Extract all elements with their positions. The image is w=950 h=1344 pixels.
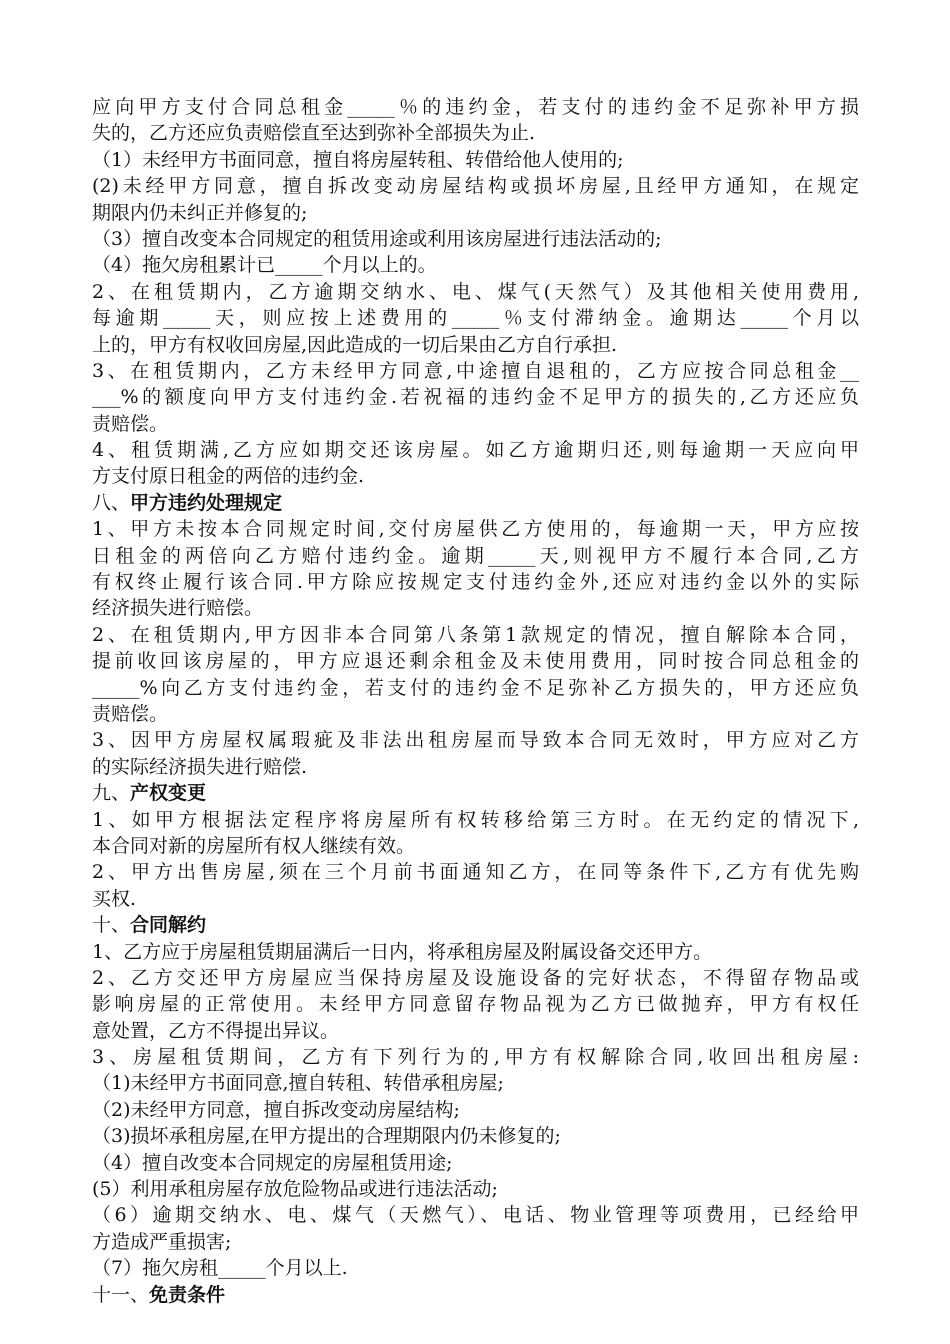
text-line: 2、在租赁期内，乙方逾期交纳水、电、煤气(天然气）及其他相关使用费用,	[92, 280, 859, 303]
document-page	[92, 94, 859, 1308]
text-line: （6）逾期交纳水、电、煤气（天燃气）、电话、物业管理等项费用，已经给甲	[92, 1204, 859, 1227]
text-line: 2、在租赁期内,甲方因非本合同第八条第1款规定的情况，擅自解除本合同，	[92, 623, 859, 646]
text-line: 方造成严重损害;	[92, 1230, 232, 1253]
text-line: (2)未经甲方同意，擅自拆改变动房屋结构或损坏房屋,且经甲方通知，在规定	[92, 175, 859, 198]
section-title: 合同解约	[130, 914, 207, 937]
text-line: ___%的额度向甲方支付违约金.若祝福的违约金不足甲方的损失的,乙方还应负	[92, 386, 859, 409]
section-number: 十一、	[92, 1283, 150, 1306]
section-number: 九、	[92, 782, 131, 805]
section-heading	[92, 780, 859, 806]
text-line: （1）未经甲方书面同意，擅自将房屋转租、转借给他人使用的;	[92, 148, 624, 171]
text-line: 日租金的两倍向乙方赔付违约金。逾期_____天,则视甲方不履行本合同,乙方	[92, 544, 859, 567]
text-line: 责赔偿。	[92, 412, 169, 435]
section-title: 甲方违约处理规定	[130, 491, 283, 514]
text-line: 上的，甲方有权收回房屋,因此造成的一切后果由乙方自行承担.	[92, 333, 618, 356]
text-line: （3)损坏承租房屋,在甲方提出的合理期限内仍未修复的;	[92, 1125, 561, 1148]
section-heading	[92, 912, 859, 938]
text-line: 1、如甲方根据法定程序将房屋所有权转移给第三方时。在无约定的情况下,	[92, 808, 859, 831]
text-line: 影响房屋的正常使用。未经甲方同意留存物品视为乙方已做抛弃，甲方有权任	[92, 993, 859, 1016]
text-line: 3、在租赁期内，乙方未经甲方同意,中途擅自退租的，乙方应按合同总租金__	[92, 359, 859, 382]
text-line: (5）利用承租房屋存放危险物品或进行违法活动;	[92, 1178, 498, 1201]
section-number: 十、	[92, 914, 131, 937]
text-line: 3、房屋租赁期间，乙方有下列行为的,甲方有权解除合同,收回出租房屋:	[92, 1046, 859, 1069]
section-title: 免责条件	[149, 1283, 226, 1306]
text-line: 失的，乙方还应负责赔偿直至达到弥补全部损失为止.	[92, 122, 536, 145]
text-line: 经济损失进行赔偿。	[92, 597, 264, 620]
text-line: 2、甲方出售房屋,须在三个月前书面通知乙方，在同等条件下,乙方有优先购	[92, 861, 859, 884]
text-line: 意处置，乙方不得提出异议。	[92, 1019, 340, 1042]
text-line: 每逾期_____天，则应按上述费用的_____％支付滞纳金。逾期达_____个月以	[92, 307, 859, 330]
text-line: 本合同对新的房屋所有权人继续有效。	[92, 834, 416, 857]
text-line: 应向甲方支付合同总租金_____％的违约金，若支付的违约金不足弥补甲方损	[92, 96, 859, 118]
section-number: 八、	[92, 491, 131, 514]
text-line: 责赔偿。	[92, 702, 169, 725]
text-line: _____%向乙方支付违约金，若支付的违约金不足弥补乙方损失的，甲方还应负	[92, 676, 859, 699]
text-line: 提前收回该房屋的，甲方应退还剩余租金及未使用费用，同时按合同总租金的	[92, 650, 859, 673]
text-line: 1、甲方未按本合同规定时间,交付房屋供乙方使用的，每逾期一天，甲方应按	[92, 518, 859, 541]
text-line: 的实际经济损失进行赔偿.	[92, 755, 308, 778]
text-line: （3）擅自改变本合同规定的租赁用途或利用该房屋进行违法活动的;	[92, 227, 662, 250]
text-line: 2、乙方交还甲方房屋应当保持房屋及设施设备的完好状态，不得留存物品或	[92, 966, 859, 989]
section-heading	[92, 490, 859, 516]
text-line: （4）拖欠房租累计已_____个月以上的。	[92, 254, 437, 277]
text-line: （1)未经甲方书面同意,擅自转租、转借承租房屋;	[92, 1072, 504, 1095]
text-line: （2)未经甲方同意，擅自拆改变动房屋结构;	[92, 1098, 460, 1121]
text-line: 1、乙方应于房屋租赁期届满后一日内，将承租房屋及附属设备交还甲方。	[92, 940, 713, 963]
text-line: 3、因甲方房屋权属瑕疵及非法出租房屋而导致本合同无效时，甲方应对乙方	[92, 729, 859, 752]
text-line: 方支付原日租金的两倍的违约金.	[92, 465, 365, 488]
text-line: 4、租赁期满,乙方应如期交还该房屋。如乙方逾期归还,则每逾期一天应向甲	[92, 439, 859, 462]
text-line: （4）擅自改变本合同规定的房屋租赁用途;	[92, 1151, 453, 1174]
text-line: （7）拖欠房租_____个月以上.	[92, 1257, 348, 1280]
text-line: 有权终止履行该合同.甲方除应按规定支付违约金外,还应对违约金以外的实际	[92, 571, 859, 594]
text-line: 期限内仍未纠正并修复的;	[92, 201, 308, 224]
text-line: 买权.	[92, 887, 137, 910]
section-heading	[92, 1282, 859, 1308]
section-title: 产权变更	[130, 782, 207, 805]
